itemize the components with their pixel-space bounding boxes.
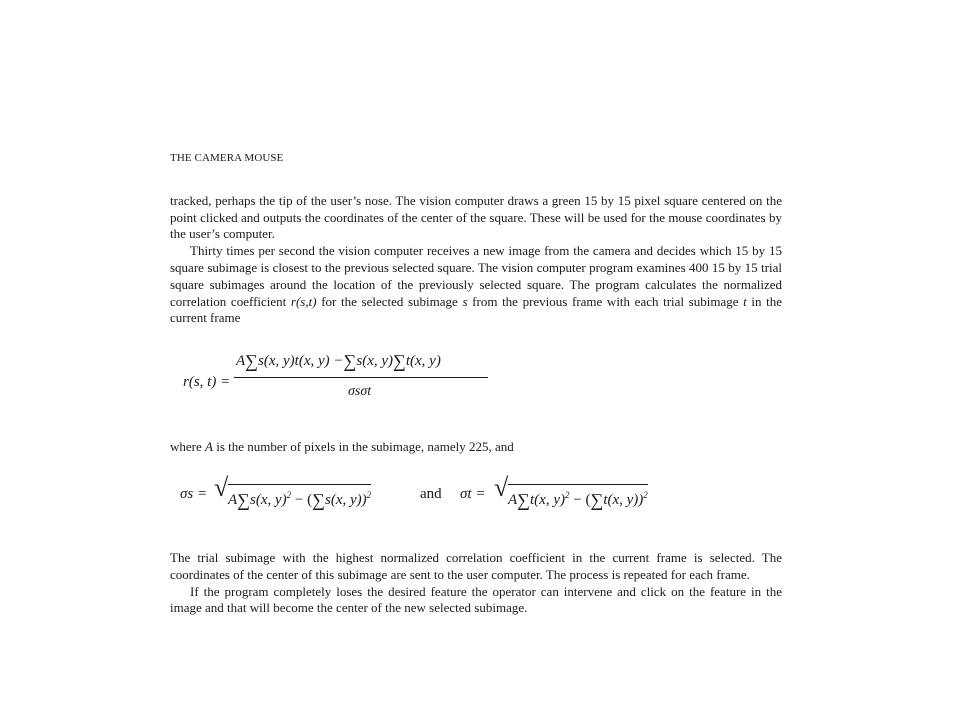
radical-icon: √: [214, 472, 229, 502]
paragraph-5: If the program completely loses the desired feature the operator can intervene and click on the feature in the image and that will become the center of the new selected subimage.: [170, 583, 782, 616]
paragraph-3-start: where: [170, 439, 202, 455]
paragraph-1: tracked, perhaps the tip of the user’s nose. The vision computer draws a green 15 by 15 pixel square centered on the point clicked and outputs the coordinates of the center of the square. These will be used for the mouse coordinates by the user’s computer.: [170, 192, 782, 242]
paragraph-2-mid2: from the previous frame with each trial subimage: [472, 293, 739, 309]
document-page: [170, 150, 782, 617]
sum-icon: ∑: [245, 351, 259, 372]
exponent: 2: [643, 489, 648, 500]
sigma-equations: [170, 472, 782, 528]
body-s-d: s(x, y)): [324, 491, 367, 508]
sum-icon: ∑: [590, 489, 604, 510]
body-t-c: − (: [569, 491, 591, 508]
paragraph-3: [170, 439, 782, 456]
correlation-equation: [170, 351, 782, 425]
paragraph-4: The trial subimage with the highest normalized correlation coefficient in the current frame is selected. The coordinates of the center of this subimage are sent to the user computer. The process is repeated for each frame.: [170, 549, 782, 582]
body-t-a: A: [508, 491, 518, 508]
exponent: 2: [366, 489, 372, 500]
symbol-r-s-t: r(s,t): [290, 293, 317, 309]
body-s-c: − (: [291, 491, 313, 508]
paragraph-2-text: Thirty times per second the vision computer receives a new image from the camera and decides which 15 by 15 square subimage is closest to the previous selected square. The vision computer program examines 400 15 by 15 trial square subimages around the location of the previously selected square. The program calculates the normalized correlation coefficient: [170, 243, 782, 309]
body-t-b: t(x, y): [530, 491, 565, 508]
paragraph-2: [170, 243, 782, 327]
paragraph-2-end: in the current frame: [170, 293, 783, 326]
sigma-t-label: σt =: [460, 485, 486, 502]
body-t-d: t(x, y)): [603, 491, 644, 508]
sum-icon: ∑: [393, 351, 406, 372]
sigma-s-body: [228, 484, 371, 509]
body-s-b: s(x, y): [250, 491, 287, 508]
paragraph-2-mid: for the selected subimage: [321, 293, 458, 309]
numerator-b: s(x, y)t(x, y) −: [258, 353, 344, 370]
numerator-d: t(x, y): [405, 353, 441, 370]
sum-icon: ∑: [312, 489, 325, 510]
exponent: 2: [286, 489, 292, 500]
fraction-bar: [234, 377, 488, 378]
symbol-t: t: [743, 293, 747, 309]
equation-lhs: r(s, t) =: [183, 374, 231, 391]
exponent: 2: [565, 489, 570, 500]
symbol-s: s: [462, 293, 468, 309]
sigma-t-body: [508, 484, 648, 509]
running-head: THE CAMERA MOUSE: [170, 152, 284, 164]
and-conjunction: and: [420, 485, 442, 502]
numerator-c: s(x, y): [356, 353, 394, 370]
sigma-s-label: σs =: [180, 485, 208, 502]
sum-icon: ∑: [343, 351, 357, 372]
numerator-a: A: [236, 353, 246, 370]
paragraph-3-end: is the number of pixels in the subimage, namely 225, and: [216, 439, 514, 455]
equation-numerator: [236, 351, 441, 370]
symbol-a: A: [205, 439, 213, 455]
sum-icon: ∑: [517, 489, 531, 510]
radical-icon: √: [494, 472, 509, 502]
sum-icon: ∑: [237, 489, 251, 510]
equation-denominator: σsσt: [348, 384, 372, 400]
body-s-a: A: [228, 491, 238, 508]
